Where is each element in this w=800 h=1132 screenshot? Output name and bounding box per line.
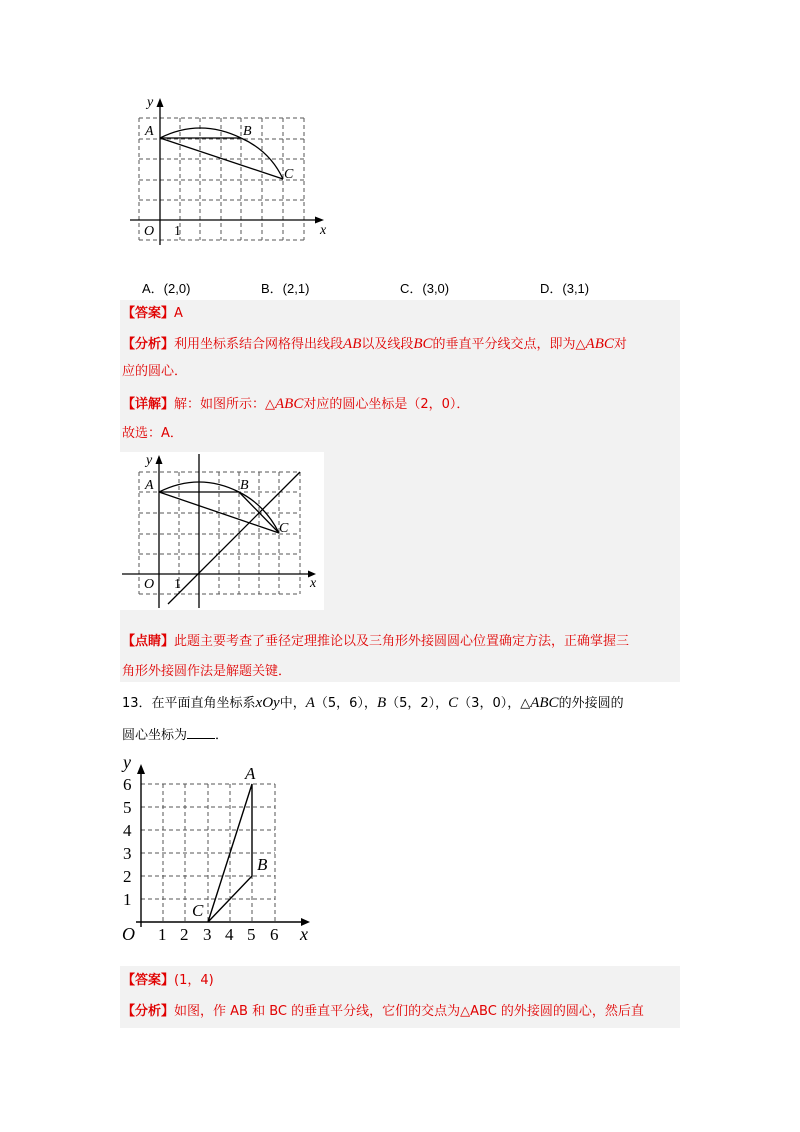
detail-line-12: 【详解】解：如图所示：△ABC对应的圆心坐标是（2，0）． (122, 396, 470, 412)
fig1-point-b: B (243, 124, 252, 139)
fig2-point-b: B (240, 478, 249, 493)
figure-3 (118, 752, 328, 952)
fig2-tick-1: 1 (174, 577, 181, 592)
answer-tag: 【答案】 (122, 306, 175, 321)
fig1-origin-label: O (144, 224, 155, 239)
fig3-origin-label: O (122, 924, 135, 944)
question-13-line-1: 13．在平面直角坐标系xOy中，A（5，6），B（5，2），C（3，0），△ABC的外接圆的 (122, 695, 624, 711)
fig2-point-a: A (145, 478, 154, 493)
fig3-y-tick-2: 2 (123, 867, 132, 886)
fig2-x-label: x (310, 576, 317, 591)
analysis-line-12b: 应的圆心． (122, 364, 188, 379)
fig3-y-tick-3: 3 (123, 844, 132, 863)
fig3-y-tick-5: 5 (123, 798, 132, 817)
answer-blank[interactable] (187, 726, 215, 739)
fig2-origin-label: O (144, 577, 155, 592)
fig1-x-label: x (320, 223, 327, 238)
fig3-y-tick-1: 1 (123, 890, 132, 909)
question-13-line-2: 圆心坐标为 ． (122, 728, 229, 743)
fig3-x-tick-1: 1 (158, 925, 167, 944)
answer-value: A (174, 306, 183, 321)
fig2-point-c: C (279, 521, 289, 536)
choose-line-12: 故选：A． (122, 426, 183, 441)
analysis-line-12: 【分析】利用坐标系结合网格得出线段AB以及线段BC的垂直平分线交点，即为△ABC对 (122, 336, 627, 352)
fig3-point-c: C (192, 901, 204, 920)
fig3-y-tick-4: 4 (123, 821, 132, 840)
comment-line-12: 【点睛】此题主要考查了垂径定理推论以及三角形外接圆圆心位置确定方法，正确掌握三 (122, 634, 630, 649)
figure-2 (120, 452, 324, 610)
fig3-x-tick-5: 5 (247, 925, 256, 944)
comment-line-12b: 角形外接圆作法是解题关键． (122, 664, 292, 679)
option-d[interactable]: D．(3,1) (540, 281, 590, 296)
fig1-point-a: A (145, 124, 154, 139)
fig3-x-tick-3: 3 (203, 925, 212, 944)
option-c[interactable]: C．(3,0) (400, 281, 450, 296)
answer-line-12 (122, 304, 183, 324)
fig1-point-c: C (284, 167, 294, 182)
fig3-x-tick-2: 2 (180, 925, 189, 944)
fig1-tick-1: 1 (174, 224, 181, 239)
fig3-point-b: B (257, 855, 268, 874)
fig3-y-tick-6: 6 (123, 775, 132, 794)
option-a[interactable]: A．(2,0) (142, 281, 191, 296)
fig1-y-label: y (147, 95, 154, 110)
figure-1 (120, 88, 350, 248)
answer-line-13: 【答案】(1，4) (122, 973, 214, 988)
fig3-x-tick-4: 4 (225, 925, 234, 944)
fig3-point-a: A (245, 764, 256, 783)
fig2-y-label: y (146, 453, 153, 468)
fig3-y-label: y (123, 752, 131, 772)
fig3-x-label: x (300, 924, 308, 944)
analysis-line-13: 【分析】如图，作 AB 和 BC 的垂直平分线，它们的交点为△ABC 的外接圆的圆心，然后直 (122, 1004, 644, 1019)
fig3-x-tick-6: 6 (270, 925, 279, 944)
option-b[interactable]: B．(2,1) (261, 281, 310, 296)
